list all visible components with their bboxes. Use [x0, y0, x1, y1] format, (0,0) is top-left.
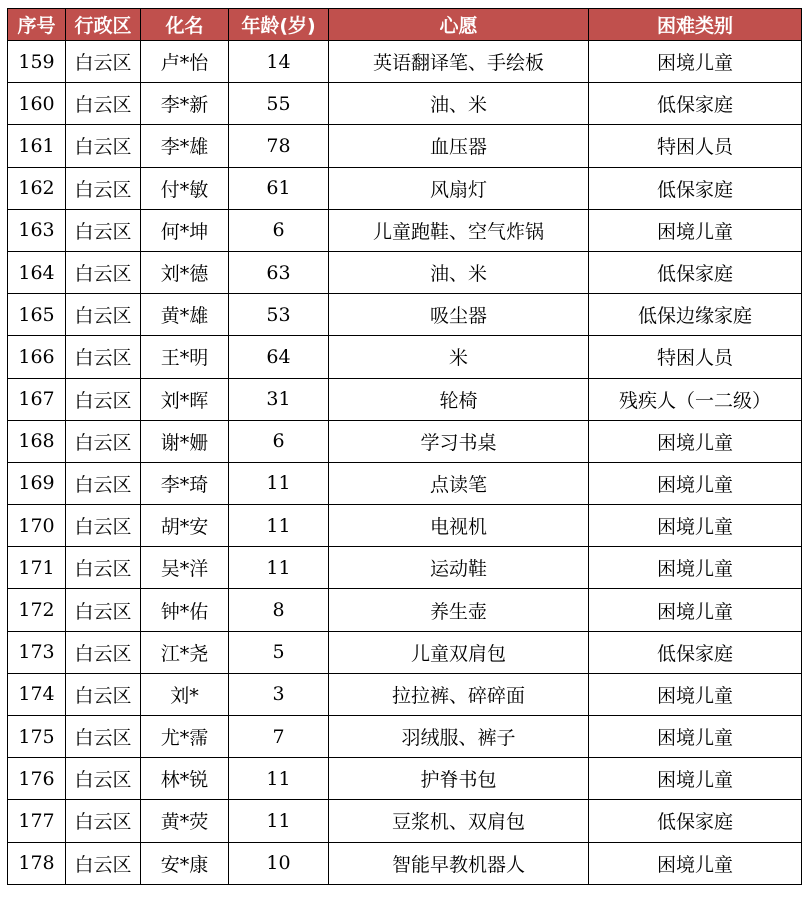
cell-index: 159 — [8, 41, 66, 83]
cell-index: 169 — [8, 462, 66, 504]
table-row — [8, 83, 802, 125]
cell-age: 63 — [229, 251, 329, 293]
cell-alias: 谢*姗 — [141, 420, 229, 462]
cell-index: 178 — [8, 842, 66, 884]
cell-index: 173 — [8, 631, 66, 673]
cell-category: 低保家庭 — [589, 167, 802, 209]
table-row — [8, 505, 802, 547]
cell-district: 白云区 — [66, 251, 141, 293]
cell-alias: 黄*荧 — [141, 800, 229, 842]
cell-alias: 李*雄 — [141, 125, 229, 167]
cell-wish: 运动鞋 — [329, 547, 589, 589]
header-row — [8, 9, 802, 41]
cell-district: 白云区 — [66, 41, 141, 83]
cell-category: 困境儿童 — [589, 758, 802, 800]
table-body — [8, 41, 802, 885]
cell-wish: 吸尘器 — [329, 294, 589, 336]
cell-category: 困境儿童 — [589, 462, 802, 504]
cell-alias: 尤*霈 — [141, 716, 229, 758]
cell-age: 7 — [229, 716, 329, 758]
cell-district: 白云区 — [66, 420, 141, 462]
cell-index: 174 — [8, 673, 66, 715]
header-category: 困难类别 — [589, 9, 802, 41]
cell-age: 3 — [229, 673, 329, 715]
cell-wish: 电视机 — [329, 505, 589, 547]
cell-alias: 何*坤 — [141, 209, 229, 251]
cell-district: 白云区 — [66, 125, 141, 167]
cell-index: 164 — [8, 251, 66, 293]
cell-wish: 风扇灯 — [329, 167, 589, 209]
cell-age: 6 — [229, 209, 329, 251]
cell-index: 171 — [8, 547, 66, 589]
cell-wish: 儿童双肩包 — [329, 631, 589, 673]
cell-district: 白云区 — [66, 378, 141, 420]
table-row — [8, 336, 802, 378]
header-wish: 心愿 — [329, 9, 589, 41]
cell-district: 白云区 — [66, 673, 141, 715]
table-row — [8, 547, 802, 589]
cell-alias: 李*新 — [141, 83, 229, 125]
cell-wish: 油、米 — [329, 251, 589, 293]
header-district: 行政区 — [66, 9, 141, 41]
cell-index: 160 — [8, 83, 66, 125]
cell-age: 6 — [229, 420, 329, 462]
cell-age: 11 — [229, 462, 329, 504]
cell-category: 低保家庭 — [589, 251, 802, 293]
table-row — [8, 462, 802, 504]
cell-age: 53 — [229, 294, 329, 336]
cell-district: 白云区 — [66, 758, 141, 800]
cell-wish: 油、米 — [329, 83, 589, 125]
cell-district: 白云区 — [66, 294, 141, 336]
cell-age: 10 — [229, 842, 329, 884]
table-row — [8, 589, 802, 631]
cell-wish: 血压器 — [329, 125, 589, 167]
cell-index: 162 — [8, 167, 66, 209]
header-alias: 化名 — [141, 9, 229, 41]
cell-alias: 安*康 — [141, 842, 229, 884]
cell-alias: 吴*洋 — [141, 547, 229, 589]
cell-category: 困境儿童 — [589, 209, 802, 251]
cell-alias: 钟*佑 — [141, 589, 229, 631]
cell-age: 11 — [229, 758, 329, 800]
cell-alias: 王*明 — [141, 336, 229, 378]
table-row — [8, 631, 802, 673]
cell-alias: 胡*安 — [141, 505, 229, 547]
cell-age: 11 — [229, 800, 329, 842]
cell-category: 低保家庭 — [589, 83, 802, 125]
cell-category: 困境儿童 — [589, 716, 802, 758]
table-row — [8, 378, 802, 420]
cell-category: 困境儿童 — [589, 420, 802, 462]
header-age: 年龄(岁) — [229, 9, 329, 41]
cell-age: 64 — [229, 336, 329, 378]
table-header — [8, 9, 802, 41]
table-row — [8, 420, 802, 462]
cell-wish: 学习书桌 — [329, 420, 589, 462]
cell-wish: 拉拉裤、碎碎面 — [329, 673, 589, 715]
cell-wish: 养生壶 — [329, 589, 589, 631]
cell-age: 8 — [229, 589, 329, 631]
table-row — [8, 758, 802, 800]
table-row — [8, 673, 802, 715]
cell-category: 低保家庭 — [589, 800, 802, 842]
cell-index: 165 — [8, 294, 66, 336]
cell-index: 177 — [8, 800, 66, 842]
cell-district: 白云区 — [66, 83, 141, 125]
cell-district: 白云区 — [66, 336, 141, 378]
cell-wish: 轮椅 — [329, 378, 589, 420]
table-row — [8, 716, 802, 758]
cell-index: 161 — [8, 125, 66, 167]
cell-age: 61 — [229, 167, 329, 209]
table-row — [8, 294, 802, 336]
cell-category: 特困人员 — [589, 125, 802, 167]
cell-district: 白云区 — [66, 589, 141, 631]
cell-category: 特困人员 — [589, 336, 802, 378]
cell-alias: 林*锐 — [141, 758, 229, 800]
cell-alias: 黄*雄 — [141, 294, 229, 336]
table-row — [8, 800, 802, 842]
cell-alias: 刘*晖 — [141, 378, 229, 420]
cell-district: 白云区 — [66, 462, 141, 504]
cell-index: 163 — [8, 209, 66, 251]
cell-alias: 刘* — [141, 673, 229, 715]
cell-category: 残疾人（一二级） — [589, 378, 802, 420]
cell-index: 170 — [8, 505, 66, 547]
cell-wish: 羽绒服、裤子 — [329, 716, 589, 758]
cell-district: 白云区 — [66, 209, 141, 251]
cell-wish: 点读笔 — [329, 462, 589, 504]
cell-category: 困境儿童 — [589, 547, 802, 589]
cell-district: 白云区 — [66, 716, 141, 758]
cell-wish: 豆浆机、双肩包 — [329, 800, 589, 842]
cell-age: 5 — [229, 631, 329, 673]
wish-list-table-container — [7, 8, 802, 885]
cell-district: 白云区 — [66, 167, 141, 209]
cell-alias: 付*敏 — [141, 167, 229, 209]
cell-district: 白云区 — [66, 800, 141, 842]
cell-category: 低保家庭 — [589, 631, 802, 673]
table-row — [8, 167, 802, 209]
cell-age: 14 — [229, 41, 329, 83]
table-row — [8, 41, 802, 83]
cell-alias: 卢*怡 — [141, 41, 229, 83]
cell-alias: 江*尧 — [141, 631, 229, 673]
cell-age: 55 — [229, 83, 329, 125]
wish-list-table — [7, 8, 802, 885]
cell-district: 白云区 — [66, 505, 141, 547]
table-row — [8, 251, 802, 293]
cell-alias: 刘*德 — [141, 251, 229, 293]
cell-wish: 英语翻译笔、手绘板 — [329, 41, 589, 83]
cell-index: 176 — [8, 758, 66, 800]
cell-wish: 儿童跑鞋、空气炸锅 — [329, 209, 589, 251]
cell-category: 低保边缘家庭 — [589, 294, 802, 336]
cell-wish: 米 — [329, 336, 589, 378]
cell-age: 78 — [229, 125, 329, 167]
cell-age: 11 — [229, 547, 329, 589]
table-row — [8, 125, 802, 167]
cell-age: 31 — [229, 378, 329, 420]
cell-index: 167 — [8, 378, 66, 420]
cell-category: 困境儿童 — [589, 842, 802, 884]
cell-category: 困境儿童 — [589, 41, 802, 83]
cell-age: 11 — [229, 505, 329, 547]
cell-category: 困境儿童 — [589, 505, 802, 547]
cell-alias: 李*琦 — [141, 462, 229, 504]
cell-index: 172 — [8, 589, 66, 631]
cell-index: 168 — [8, 420, 66, 462]
table-row — [8, 842, 802, 884]
cell-index: 175 — [8, 716, 66, 758]
cell-category: 困境儿童 — [589, 589, 802, 631]
cell-district: 白云区 — [66, 631, 141, 673]
cell-category: 困境儿童 — [589, 673, 802, 715]
cell-index: 166 — [8, 336, 66, 378]
cell-wish: 护脊书包 — [329, 758, 589, 800]
table-row — [8, 209, 802, 251]
header-index: 序号 — [8, 9, 66, 41]
cell-district: 白云区 — [66, 842, 141, 884]
cell-wish: 智能早教机器人 — [329, 842, 589, 884]
cell-district: 白云区 — [66, 547, 141, 589]
